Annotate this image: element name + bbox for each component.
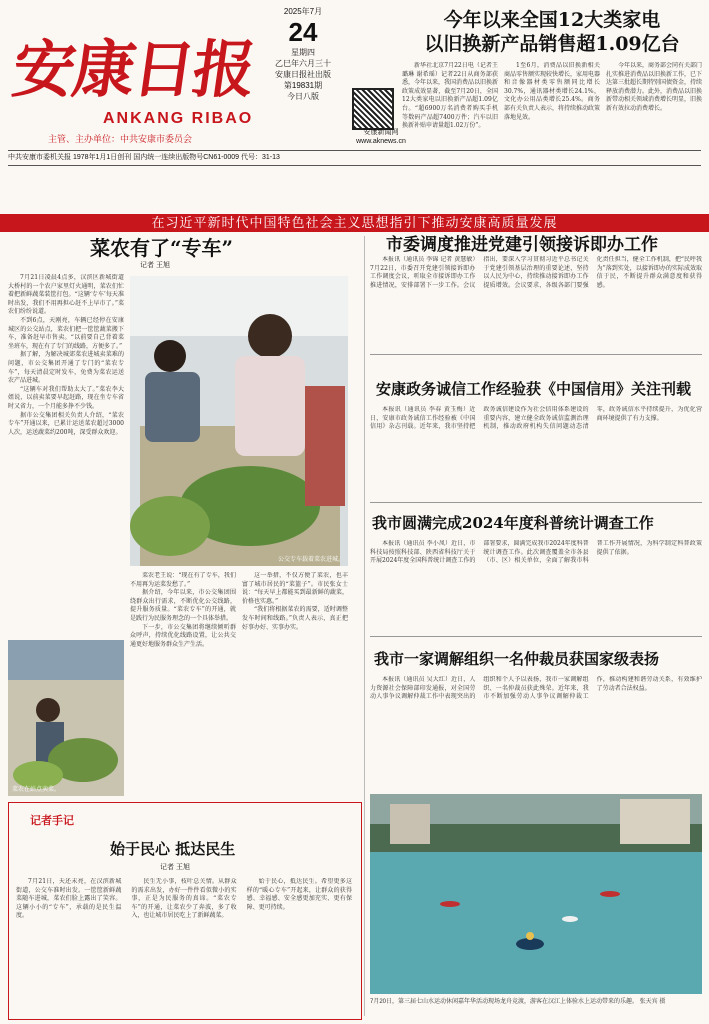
info-bar: 中共安康市委机关报 1978年1月1日创刊 国内统一连续出版物号CN61-0009 代号：31-13 — [8, 150, 701, 166]
commentary-body: 7月21日，天还未亮，在汉滨新城街道，公交车准时出发。一筐筐新鲜蔬菜随车进城，菜农们脸上露出了笑容。这辆小小的“专车”，承载的是民生温度。 民生无小事，枝叶总关情。从群众的需求出发，办好一件件看似微小的实事，正是为民服务的真谛。“菜农专车”的开通，让菜农少了奔波，多了收入，也让城市居民吃上了新鲜蔬菜。 始于民心，抵达民生。希望更多这样的“暖心专车”开起来，让群众的获得感、幸福感、安全感更加充实、更有保障、更可持续。 — [16, 878, 352, 920]
r1-title: 市委调度推进党建引领接诉即办工作 — [386, 235, 658, 255]
commentary-tag: 记者手记 — [30, 814, 74, 827]
top-story-col2: 1至6月，消费品以旧换新相关商品零售额实现较快增长，家用电器和音像器材类零售额同比增长30.7%，通讯器材类增长24.1%，文化办公用品类增长25.4%。商务部有关负责人表示，将持续推动政策落地见效。 — [504, 62, 600, 121]
page-count: 今日八版 — [287, 92, 319, 101]
bus-photo — [130, 276, 348, 566]
qr-code-icon — [352, 88, 394, 130]
theme-banner: 在习近平新时代中国特色社会主义思想指引下推动安康高质量发展 — [0, 214, 709, 232]
masthead-logo — [8, 8, 258, 148]
vegetable-photo-caption: 菜农在站点卖菜。 — [12, 787, 61, 793]
r4-body: 本报讯（通讯员 吴大红）近日，人力资源社会保障部印发通报，对全国劳动人事争议调解仲裁工作中表现突出的组织和个人予以表扬，我市一家调解组织、一名仲裁员获此殊荣。近年来，我市不断加强劳动人事争议调解仲裁工作，推动构建和谐劳动关系，有效维护了劳动者合法权益。 — [370, 676, 702, 701]
top-story-col3: 今年以来，商务部会同有关部门扎实推进消费品以旧换新工作，已下达第三批超长期特别国债资金，持续释放消费潜力。此外，消费品以旧换新带动相关领域消费增长明显，旧换新有效拉动消费增长。 — [606, 62, 702, 112]
left-story-title: 菜农有了“专车” — [90, 236, 234, 260]
left-story-right: 这一举措，不仅方便了菜农，也丰富了城市居民的“菜篮子”。市民张女士说：“每天早上都能买到最新鲜的蔬菜，价格也实惠。” “我们将根据菜农的需要，适时调整发车时间和线路。”负责人表示，真正把好事办好、实事办实。 — [242, 572, 348, 631]
r2-title: 安康政务诚信工作经验获《中国信用》关注刊载 — [376, 380, 692, 398]
r1-body: 本报讯（通讯员 李锦 记者 黄慧敏）7月22日，市委召开党建引领接诉即办工作调度会议，听取全市接诉即办工作推进情况，安排部署下一步工作。会议指出，要深入学习贯彻习近平总书记关于党建引领基层治理的重要论述，坚持以人民为中心，持续推动接诉即办工作提质增效。会议要求，各级各部门要强化责任担当，健全工作机制，把“民呼我为”落到实处，以接诉即办的实际成效取信于民，不断提升群众满意度和获得感。 — [370, 256, 702, 289]
date-weekday: 星期四 — [291, 48, 315, 57]
issue-number: 第19831期 — [283, 81, 323, 90]
commentary-byline: 记者 王旭 — [160, 864, 190, 871]
masthead-spacer — [8, 168, 701, 212]
top-story-title — [402, 8, 702, 56]
logo-calligraphy: 安康日报 — [8, 33, 259, 106]
top-story-title-line2: 以旧换新产品销售超1.09亿台 — [424, 33, 680, 55]
dragon-boat-photo — [370, 794, 702, 994]
r3-body: 本报讯（通讯员 李小凤）近日，市科技局按照科技部、陕西省科技厅关于开展2024年度全国科普统计调查工作的部署要求，圆满完成我市2024年度科普统计调查工作。此次调查覆盖全市各县（市、区）相关单位，全面了解我市科普工作开展情况，为科学制定科普政策提供了依据。 — [370, 540, 702, 565]
date-day: 24 — [288, 17, 318, 47]
left-story-mid: 菜农老王说：“现在有了专车，我们不用再为运菜发愁了。” 据介绍，今年以来，市公交集团围绕群众出行需求，不断优化公交线路，提升服务质量。“菜农专车”的开通，就是践行为民服务理念的一个具体举措。 下一步，市公交集团将继续倾听群众呼声，持续优化线路设置，让公共交通更好地服务群众生产生活。 — [130, 572, 236, 648]
bus-photo-caption: 公交专车载着菜农进城。 — [277, 557, 344, 563]
dragon-boat-caption: 7月20日，第三届七山水运动休闲嘉年华活动现场龙舟竞渡，游客在汉江上体验水上运动带来的乐趣。 张天宾 摄 — [370, 999, 666, 1005]
column-divider — [364, 236, 365, 1016]
top-story-title-line1: 今年以来全国12大类家电 — [443, 9, 661, 31]
site-url[interactable]: www.aknews.cn — [356, 138, 406, 145]
edition-name: 安康日报社出版 — [275, 70, 331, 79]
site-name: 安康新闻网 — [363, 129, 399, 136]
top-story-col1: 新华社北京7月22日电（记者王璐琳 谢希瑶）记者22日从商务部获悉，今年以来，我国消费品以旧换新政策成效显著，截至7月20日，全国12大类家电以旧换新产品超1.09亿台。“超6900万名消费者购买手机等数码产品超7400万件；汽车以旧换新补贴申请量超1.02万份”。 — [402, 62, 498, 130]
divider — [370, 502, 702, 503]
r2-body: 本报讯（通讯员 李春 黄玉梅）近日，安康市政务诚信工作经验被《中国信用》杂志刊载。近年来，我市坚持把政务诚信建设作为社会信用体系建设的重要内容，建立健全政务诚信监测治理机制，推动政府机构失信问题动态清零，政务诚信水平持续提升，为优化营商环境提供了有力支撑。 — [370, 406, 702, 431]
divider — [370, 354, 702, 355]
date-box — [264, 6, 342, 126]
left-story-byline: 记者 王旭 — [140, 262, 170, 269]
logo-latin: ANKANG RIBAO — [103, 110, 254, 127]
date-month: 2025年7月 — [283, 7, 323, 16]
commentary-title: 始于民心 抵达民生 — [110, 840, 236, 858]
vegetable-photo — [8, 640, 124, 796]
logo-subtitle: 主管、主办单位：中共安康市委员会 — [48, 134, 193, 144]
r4-title: 我市一家调解组织一名仲裁员获国家级表扬 — [374, 650, 660, 668]
divider — [370, 636, 702, 637]
r3-title: 我市圆满完成2024年度科普统计调查工作 — [372, 514, 654, 532]
left-story-body: 7月21日凌晨4点多，汉滨区新城街道大桥村的一个农户家里灯火通明，菜农们忙着把新鲜蔬菜装筐打包。“这辆‘专车’每天准时出发，我们不用再担心赶不上早市了。”菜农们纷纷说道。 不到6点，天刚亮，车辆已经停在安康城区的公交站点，菜农们把一筐筐蔬菜搬下车，准备赶早市售卖。“以前要自己背着菜坐班车，现在有了专门的线路，方便多了。” 据了解，为解决城郊菜农进城卖菜难的问题，市公交集团开通了专门的“菜农专车”，每天清晨定时发车，免费为菜农运送农产品进城。 “这辆车对我们帮助太大了。”菜农李大姐说，以前卖菜要早起赶路，现在坐专车省时又省力，一个月能多挣不少钱。 据市公交集团相关负责人介绍，“菜农专车”开通以来，已累计运送菜农超过3000人次，运送蔬菜约200吨，深受群众欢迎。 — [8, 274, 124, 436]
date-lunar: 乙巳年六月三十 — [275, 59, 331, 68]
